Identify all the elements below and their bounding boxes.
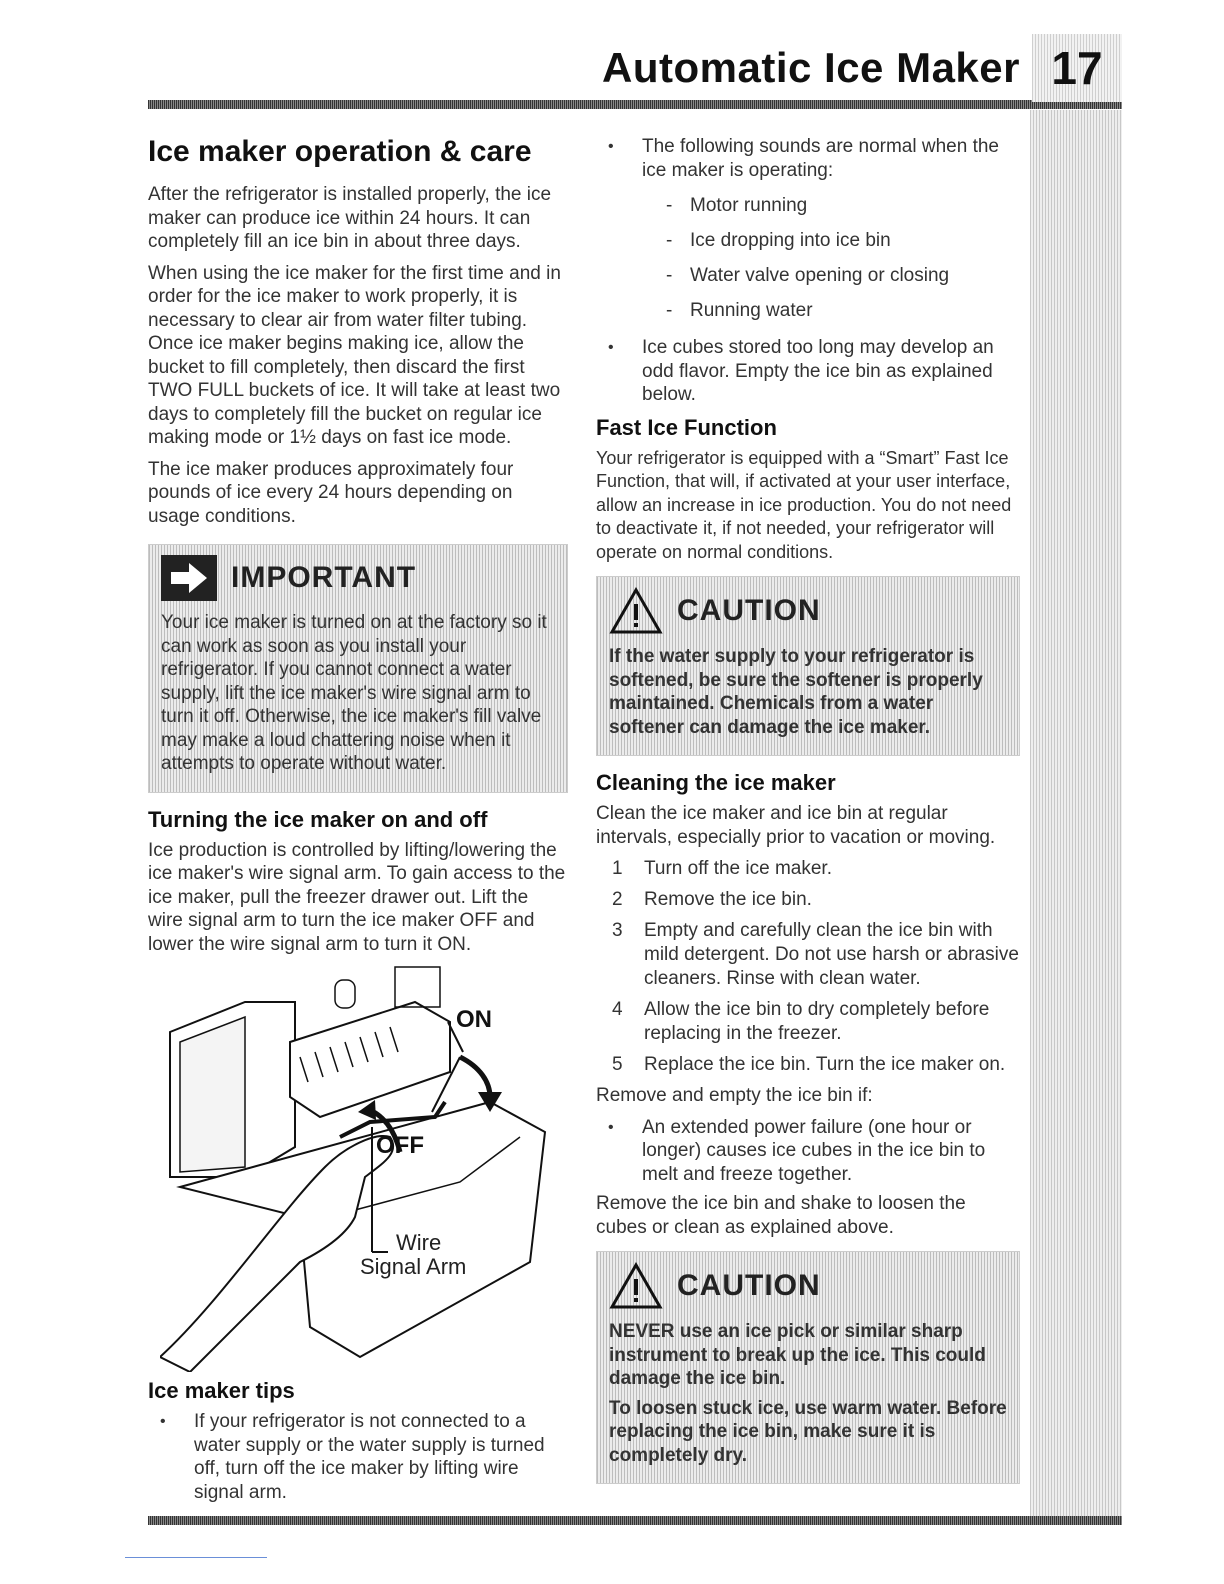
fast-ice-heading: Fast Ice Function (596, 414, 777, 440)
sounds-bullet-list (596, 135, 1020, 182)
left-column (148, 135, 568, 964)
caution-text: To loosen stuck ice, use warm water. Before replacing the ice bin, make sure it is completely dry. (609, 1397, 1007, 1466)
caution-notice-softener (596, 576, 1020, 756)
wire-label: Wire (396, 1230, 442, 1255)
important-title-row (161, 555, 555, 601)
list-item: - Motor running (596, 188, 1020, 223)
caution-notice-ice-pick (596, 1251, 1020, 1484)
section-title: Ice maker operation & care (148, 135, 532, 168)
list-item: 5 Replace the ice bin. Turn the ice maker on. (612, 1054, 1006, 1075)
side-tab-strip (1030, 110, 1122, 1516)
onoff-heading: Turning the ice maker on and off (148, 806, 488, 832)
warning-icon (609, 1262, 663, 1310)
list-item: 3 Empty and carefully clean the ice bin with mild detergent. Do not use harsh or abrasive cleaners. Rinse with clean water. (612, 920, 1019, 989)
flavor-bullet-list (596, 336, 1020, 407)
list-item: • An extended power failure (one hour or longer) causes ice cubes in the ice bin to melt and freeze together. (596, 1116, 1020, 1187)
caution-title: CAUTION (677, 1269, 821, 1302)
paragraph: After the refrigerator is installed properly, the ice maker can produce ice within 24 hours. It can completely fill an ice bin in about three days. (148, 184, 552, 252)
list-item: • The following sounds are normal when the ice maker is operating: (596, 135, 1020, 182)
warning-icon (609, 587, 663, 635)
list-item: - Ice dropping into ice bin (596, 223, 1020, 258)
cleaning-steps (596, 857, 1020, 1077)
tips-section (148, 1378, 568, 1510)
paragraph: The ice maker produces approximately four pounds of ice every 24 hours depending on usage conditions. (148, 458, 514, 527)
onoff-text: Ice production is controlled by lifting/lowering the ice maker's wire signal arm. To gain access to the ice maker, pull the freezer drawer out. Lift the wire signal arm to turn the ice maker OFF and lower the wire signal arm to turn it ON. (148, 839, 566, 955)
caution-text: NEVER use an ice pick or similar sharp instrument to break up the ice. This could damage the ice bin. (609, 1321, 986, 1389)
tips-list (148, 1410, 568, 1504)
footer-rule (148, 1516, 1122, 1525)
list-item: 4 Allow the ice bin to dry completely before replacing in the freezer. (612, 999, 990, 1044)
tips-heading: Ice maker tips (148, 1378, 295, 1403)
footer-link-underline (125, 1557, 267, 1558)
list-item: • Ice cubes stored too long may develop an odd flavor. Empty the ice bin as explained below. (596, 336, 1020, 407)
right-column (596, 135, 1020, 1484)
off-label: OFF (376, 1132, 424, 1159)
cleaning-intro: Clean the ice maker and ice bin at regular intervals, especially prior to vacation or moving. (596, 803, 996, 848)
list-item: - Running water (596, 293, 1020, 328)
ice-maker-drawing (160, 962, 565, 1372)
list-item: • If your refrigerator is not connected to a water supply or the water supply is turned off, turn off the ice maker by lifting wire signal arm. (148, 1410, 568, 1504)
caution-title-row (609, 587, 1007, 635)
sounds-list (596, 188, 1020, 328)
fast-ice-text: Your refrigerator is equipped with a “Smart” Fast Ice Function, that will, if activated at your user interface, allow an increase in ice production. You do not need to deactivate it, if not needed, your refrigerator will operate on normal conditions. (596, 447, 1012, 562)
page-header-title: Automatic Ice Maker (602, 44, 1020, 91)
arrow-right-icon (161, 555, 217, 601)
important-text: Your ice maker is turned on at the factory so it can work as soon as you install your refrigerator. If you cannot connect a water supply, lift the ice maker's wire signal arm to turn it off. Otherwise, the ice maker's fill valve may make a loud chattering noise when it attempts to operate without water. (161, 612, 547, 774)
signal-arm-label: Signal Arm (360, 1254, 467, 1279)
ice-maker-illustration (160, 962, 565, 1372)
cleaning-heading: Cleaning the ice maker (596, 770, 836, 795)
caution-title: CAUTION (677, 594, 821, 627)
remove-if-text: Remove and empty the ice bin if: (596, 1085, 873, 1106)
remove-if-list (596, 1116, 1020, 1187)
on-label: ON (456, 1006, 492, 1033)
page-number: 17 (1032, 34, 1122, 102)
caution-title-row (609, 1262, 1007, 1310)
paragraph: When using the ice maker for the first time and in order for the ice maker to work properly, it is necessary to clear air from water filter tubing. Once ice maker begins making ice, allow the bucket to fill completely, then discard the first TWO FULL buckets of ice. It will take at least two days to completely fill the bucket on regular ice making mode or 1½ days on fast ice mode. (148, 262, 561, 448)
important-title: IMPORTANT (231, 561, 417, 594)
header-rule (148, 100, 1122, 109)
important-notice (148, 544, 568, 793)
caution-text: If the water supply to your refrigerator is softened, be sure the softener is properly maintained. Chemicals from a water softener can damage the ice maker. (609, 646, 983, 738)
cleaning-closing: Remove the ice bin and shake to loosen the cubes or clean as explained above. (596, 1193, 966, 1238)
list-item: 1 Turn off the ice maker. (612, 858, 832, 879)
list-item: 2 Remove the ice bin. (612, 889, 812, 910)
list-item: - Water valve opening or closing (596, 258, 1020, 293)
